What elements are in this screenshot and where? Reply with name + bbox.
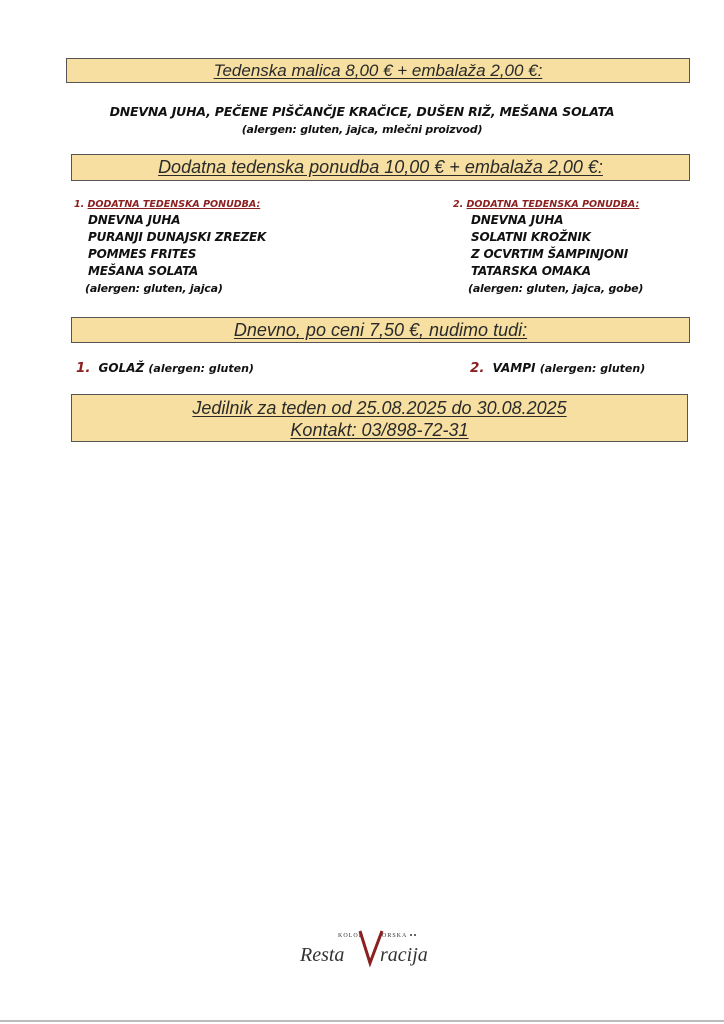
daily-item-2-name: VAMPI [492,361,536,375]
option-2-number: 2. [453,199,464,210]
daily-item-1-allergens: (alergen: gluten) [148,362,254,375]
daily-item-2-number: 2. [470,360,485,376]
logo-dot [414,934,416,936]
option-1-list [85,212,267,297]
list-item: SOLATNI KROŽNIK [471,230,591,244]
page-bottom-rule [0,1020,724,1022]
daily-item-1 [76,360,254,376]
list-item: DNEVNA JUHA [471,213,564,227]
list-item: POMMES FRITES [88,247,197,261]
logo-racija: racija [380,944,428,966]
option-1-number: 1. [74,199,85,210]
list-item: PURANJI DUNAJSKI ZREZEK [88,230,267,244]
daily-item-1-number: 1. [76,360,91,376]
weekly-lunch-menu: DNEVNA JUHA, PEČENE PIŠČANČJE KRAČICE, DUŠEN RIŽ, MEŠANA SOLATA [109,104,615,119]
option-1-heading [74,199,260,210]
daily-item-2-allergens: (alergen: gluten) [539,362,646,375]
footer-banner [71,394,688,442]
option-1-title: DODATNA TEDENSKA PONUDBA: [87,199,261,210]
option-2-list [468,212,644,297]
list-item: MEŠANA SOLATA [88,264,199,278]
list-item: Z OCVRTIM ŠAMPINJONI [471,247,628,261]
weekly-lunch-banner: Tedenska malica 8,00 € + embalaža 2,00 €: [66,58,690,83]
option-1-allergens: (alergen: gluten, jajca) [85,282,223,295]
logo-dot [410,934,412,936]
daily-item-1-name: GOLAŽ [98,361,145,375]
daily-offer-banner: Dnevno, po ceni 7,50 €, nudimo tudi: [71,317,690,343]
list-item: DNEVNA JUHA [88,213,181,227]
option-2-allergens: (alergen: gluten, jajca, gobe) [468,282,644,295]
option-2-heading [453,199,639,210]
daily-item-2 [470,360,645,376]
restaurant-logo [290,925,440,975]
logo-resta: Resta [300,944,345,966]
weekly-lunch-allergens: (alergen: gluten, jajca, mlečni proizvod) [241,123,483,136]
logo-top-text-right: ORSKA [382,933,408,939]
menu-week: Jedilnik za teden od 25.08.2025 do 30.08.2025 [192,398,567,418]
option-2-title: DODATNA TEDENSKA PONUDBA: [466,199,640,210]
list-item: TATARSKA OMAKA [471,264,591,278]
contact-phone: Kontakt: 03/898-72-31 [290,420,469,440]
additional-offer-banner: Dodatna tedenska ponudba 10,00 € + embalaža 2,00 €: [71,154,690,181]
logo-top-text: KOLOD [338,933,364,939]
